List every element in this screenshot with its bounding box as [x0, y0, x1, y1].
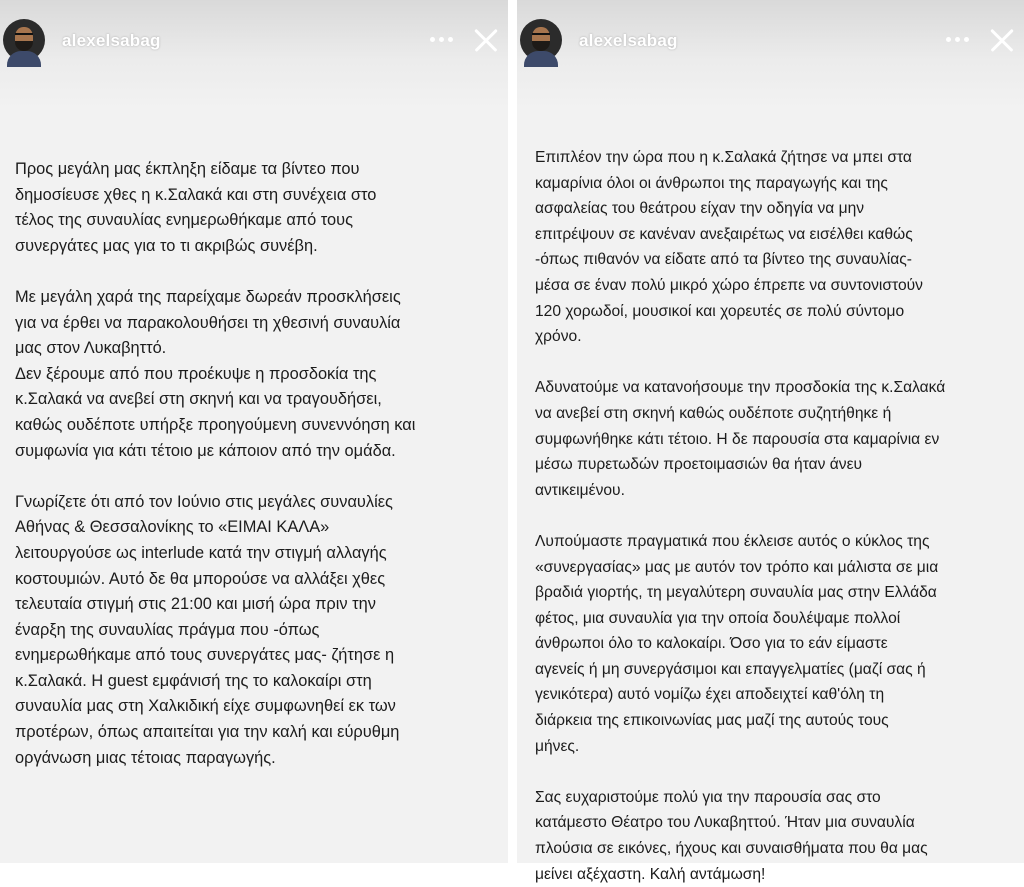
text-line: αντικειμένου. [535, 481, 625, 499]
story-text [535, 145, 1015, 887]
story-panel-left [0, 0, 508, 863]
paragraph-gap [535, 503, 1015, 529]
text-line: καμαρίνια όλοι οι άνθρωποι της παραγωγής και της [535, 174, 888, 192]
text-line: κ.Σαλακά να ανεβεί στη σκηνή και να τραγουδήσει, [15, 390, 382, 409]
text-line: Αδυνατούμε να κατανοήσουμε την προσδοκία της κ.Σαλακά [535, 379, 946, 397]
paragraph-gap [535, 350, 1015, 376]
text-line: δημοσίευσε χθες η κ.Σαλακά και στη συνέχεια στο [15, 185, 377, 204]
story-header [517, 0, 1024, 86]
text-line: συνεργάτες μας για το τι ακριβώς συνέβη. [15, 236, 318, 255]
text-line: Προς μεγάλη μας έκπληξη είδαμε τα βίντεο που [15, 160, 360, 178]
text-line: τελευταία στιγμή στις 21:00 και μισή ώρα πριν την [15, 595, 376, 614]
avatar-beard [532, 41, 550, 51]
avatar-glasses [15, 33, 33, 40]
text-line: αγενείς ή μη συνεργάσιμοι και επαγγελματίες (μαζί σας ή [535, 660, 926, 678]
avatar-beard [15, 41, 33, 51]
text-line: Με μεγάλη χαρά της παρείχαμε δωρεάν προσκλήσεις [15, 287, 401, 306]
text-line: φέτος, μια συναυλία για την οποία δουλέψαμε πολλοί [535, 609, 901, 627]
avatar-shirt [7, 51, 41, 67]
more-options-icon[interactable] [430, 37, 454, 43]
text-line: πλούσια σε εικόνες, ήχους και συναισθήματα που θα μας [535, 840, 928, 858]
paragraph-gap [535, 759, 1015, 785]
text-line: «συνεργασίας» μας με αυτόν τον τρόπο και μάλιστα σε μια [535, 558, 939, 576]
avatar-glasses [532, 33, 550, 40]
text-line: μήνες. [535, 737, 580, 755]
paragraph [15, 490, 507, 772]
text-line: Επιπλέον την ώρα που η κ.Σαλακά ζήτησε να μπει στα [535, 149, 912, 166]
text-line: γενικότερα) αυτό νομίζω έχει αποδειχτεί καθ'όλη τη [535, 686, 885, 704]
text-line: μέσα σε έναν πολύ μικρό χώρο έπρεπε να συντονιστούν [535, 276, 923, 294]
text-line: Αθήνας & Θεσσαλονίκης το «ΕΙΜΑΙ ΚΑΛΑ» [15, 518, 330, 537]
text-line: προτέρων, όπως απαιτείται για την καλή και εύρυθμη [15, 723, 400, 742]
text-line: μας στον Λυκαβηττό. [15, 339, 167, 358]
paragraph [535, 145, 1015, 350]
text-line: -όπως πιθανόν να είδατε από τα βίντεο της συναυλίας- [535, 251, 912, 269]
text-line: Λυπούμαστε πραγματικά που έκλεισε αυτός ο κύκλος της [535, 532, 930, 550]
text-line: επιτρέψουν σε κανέναν ανεξαιρέτως να εισέλθει καθώς [535, 225, 913, 243]
text-line: Δεν ξέρουμε από που προέκυψε η προσδοκία της [15, 364, 377, 383]
text-line: συναυλία μας στη Χαλκιδική είχε συμφωνηθεί εκ των [15, 697, 396, 716]
text-line: κ.Σαλακά. Η guest εμφάνισή της το καλοκαίρι στη [15, 671, 372, 690]
text-line: οργάνωση μιας τέτοιας παραγωγής. [15, 748, 276, 767]
text-line: κατάμεστο Θέατρο του Λυκαβηττού. Ήταν μια συναυλία [535, 814, 915, 832]
text-line: διάρκεια της επικοινωνίας μας μαζί της αυτούς τους [535, 712, 889, 730]
paragraph [535, 375, 1015, 503]
paragraph [535, 529, 1015, 759]
story-text [15, 157, 507, 771]
paragraph [15, 285, 507, 464]
story-panel-right [517, 0, 1024, 883]
text-line: 120 χορωδοί, μουσικοί και χορευτές σε πολύ σύντομο [535, 302, 905, 320]
close-icon[interactable] [470, 24, 502, 56]
text-line: για να έρθει να παρακολουθήσει τη χθεσινή συναυλία [15, 313, 401, 332]
paragraph-gap [15, 259, 507, 285]
username[interactable]: alexelsabag [579, 31, 678, 50]
text-line: συμφωνία για κάτι τέτοιο με κάποιον από την ομάδα. [15, 441, 396, 460]
text-line: Γνωρίζετε ότι από τον Ιούνιο στις μεγάλες συναυλίες [15, 492, 393, 511]
text-line: κοστουμιών. Αυτό δε θα μπορούσε να αλλάξει χθες [15, 569, 386, 588]
text-line: μείνει αξέχαστη. Καλή αντάμωση! [535, 865, 766, 883]
text-line: καθώς ουδέποτε υπήρξε προηγούμενη συνεννόηση και [15, 415, 416, 434]
close-icon[interactable] [986, 24, 1018, 56]
story-header [0, 0, 508, 86]
text-line: έναρξη της συναυλίας πράγμα που -όπως [15, 620, 320, 639]
paragraph [15, 157, 507, 259]
text-line: μέσω πυρετωδών προετοιμασιών θα ήταν άνευ [535, 456, 863, 474]
text-line: χρόνο. [535, 328, 582, 346]
text-line: ενημερωθήκαμε από τους συνεργάτες μας- ζήτησε η [15, 646, 395, 665]
more-options-icon[interactable] [946, 37, 970, 43]
text-line: ασφαλείας του θεάτρου είχαν την οδηγία να μην [535, 200, 865, 218]
text-line: βραδιά γιορτής, τη μεγαλύτερη συναυλία μας στην Ελλάδα [535, 584, 937, 602]
text-line: συμφωνήθηκε κάτι τέτοιο. Η δε παρουσία στα καμαρίνια εν [535, 430, 940, 448]
text-line: τέλος της συναυλίας ενημερωθήκαμε από τους [15, 211, 353, 230]
avatar[interactable] [3, 19, 45, 61]
text-line: Σας ευχαριστούμε πολύ για την παρουσία σας στο [535, 788, 881, 806]
username[interactable]: alexelsabag [62, 31, 161, 50]
paragraph-gap [15, 464, 507, 490]
avatar-shirt [524, 51, 558, 67]
text-line: να ανεβεί στη σκηνή καθώς ουδέποτε συζητήθηκε ή [535, 404, 892, 422]
paragraph [535, 785, 1015, 887]
avatar[interactable] [520, 19, 562, 61]
text-line: λειτουργούσε ως interlude κατά την στιγμή αλλαγής [15, 543, 387, 562]
text-line: άνθρωποι όλο το καλοκαίρι. Όσο για το εάν είμαστε [535, 635, 888, 653]
